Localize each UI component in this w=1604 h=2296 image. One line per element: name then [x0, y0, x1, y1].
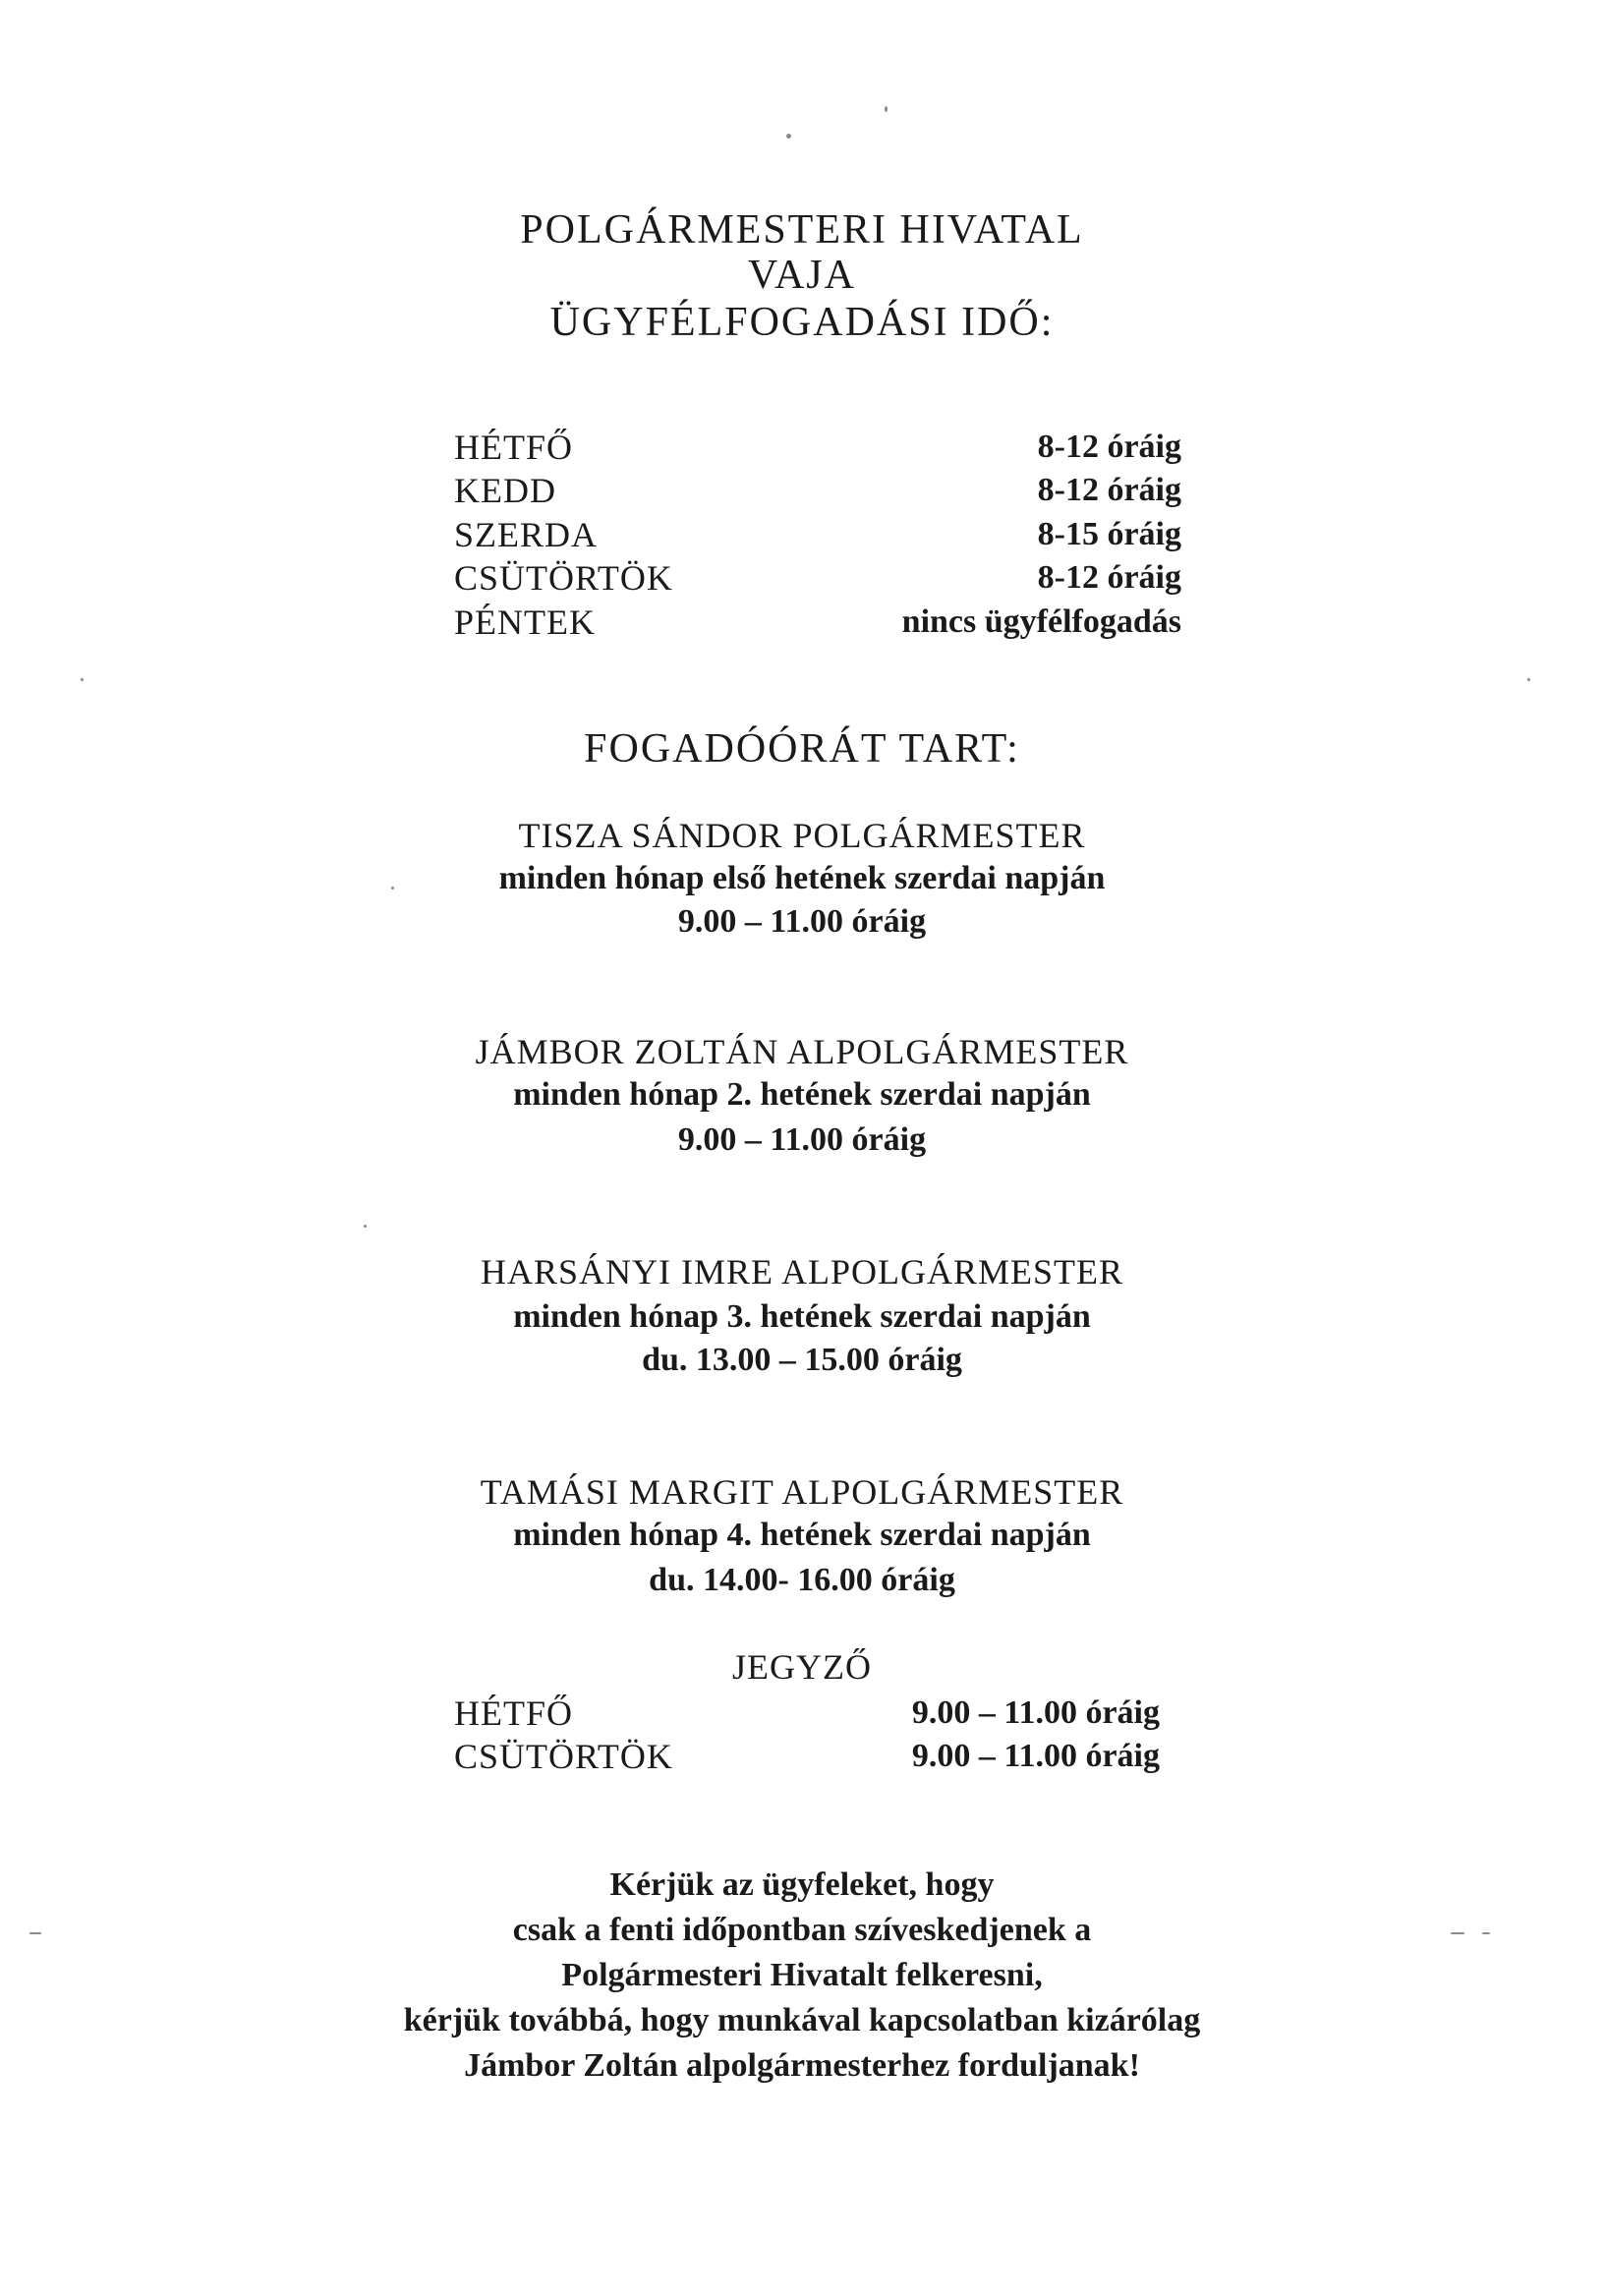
- official-schedule: minden hónap 2. hetének szerdai napján: [513, 1076, 1091, 1113]
- official-time: 9.00 – 11.00 óráig: [677, 1121, 927, 1158]
- notice-line: kérjük továbbá, hogy munkával kapcsolatban kizárólag: [403, 2002, 1201, 2038]
- office-hours-day: SZERDA: [454, 515, 599, 554]
- office-hours-time: nincs ügyfélfogadás: [901, 603, 1181, 640]
- official-name: JÁMBOR ZOLTÁN ALPOLGÁRMESTER: [475, 1032, 1129, 1071]
- scan-speck: [1527, 678, 1530, 681]
- office-hours-time: 8-12 óráig: [1037, 472, 1181, 508]
- office-hours-day: PÉNTEK: [454, 603, 596, 642]
- official-schedule: minden hónap 3. hetének szerdai napján: [513, 1298, 1091, 1335]
- scan-speck: [885, 106, 888, 112]
- official-time: 9.00 – 11.00 óráig: [677, 903, 927, 940]
- notary-time: 9.00 – 11.00 óráig: [911, 1738, 1160, 1774]
- scan-speck: [29, 1932, 41, 1934]
- header-office-name: POLGÁRMESTERI HIVATAL: [520, 207, 1084, 253]
- official-time: du. 14.00- 16.00 óráig: [649, 1562, 955, 1598]
- notary-time: 9.00 – 11.00 óráig: [911, 1694, 1160, 1731]
- notary-day: HÉTFŐ: [454, 1693, 573, 1733]
- office-hours-time: 8-15 óráig: [1037, 516, 1181, 552]
- notice-line: Polgármesteri Hivatalt felkeresni,: [561, 1957, 1043, 1993]
- header-reception-time: ÜGYFÉLFOGADÁSI IDŐ:: [549, 300, 1055, 345]
- scan-speck: [1451, 1932, 1464, 1934]
- notice-line: Kérjük az ügyfeleket, hogy: [609, 1866, 995, 1903]
- header-town: VAJA: [748, 253, 856, 298]
- reception-heading: FOGADÓÓRÁT TART:: [584, 726, 1020, 772]
- notice-line: csak a fenti időpontban szíveskedjenek a: [512, 1912, 1092, 1948]
- scan-speck: [786, 134, 791, 139]
- official-time: du. 13.00 – 15.00 óráig: [642, 1342, 962, 1378]
- official-name: TISZA SÁNDOR POLGÁRMESTER: [518, 816, 1086, 855]
- office-hours-time: 8-12 óráig: [1037, 429, 1181, 465]
- notary-heading: JEGYZŐ: [732, 1647, 872, 1687]
- scan-speck: [81, 678, 84, 681]
- official-schedule: minden hónap 4. hetének szerdai napján: [513, 1517, 1091, 1553]
- scan-speck: [391, 887, 394, 890]
- notice-line: Jámbor Zoltán alpolgármesterhez forduljanak!: [464, 2047, 1140, 2084]
- office-hours-day: CSÜTÖRTÖK: [454, 558, 673, 598]
- office-hours-day: KEDD: [454, 471, 556, 510]
- office-hours-time: 8-12 óráig: [1037, 559, 1181, 596]
- scan-speck: [364, 1225, 367, 1228]
- scan-speck: [1482, 1932, 1490, 1934]
- official-schedule: minden hónap első hetének szerdai napján: [498, 860, 1106, 896]
- official-name: TAMÁSI MARGIT ALPOLGÁRMESTER: [480, 1472, 1124, 1512]
- notary-day: CSÜTÖRTÖK: [454, 1737, 673, 1776]
- official-name: HARSÁNYI IMRE ALPOLGÁRMESTER: [480, 1252, 1124, 1292]
- office-hours-day: HÉTFŐ: [454, 428, 573, 467]
